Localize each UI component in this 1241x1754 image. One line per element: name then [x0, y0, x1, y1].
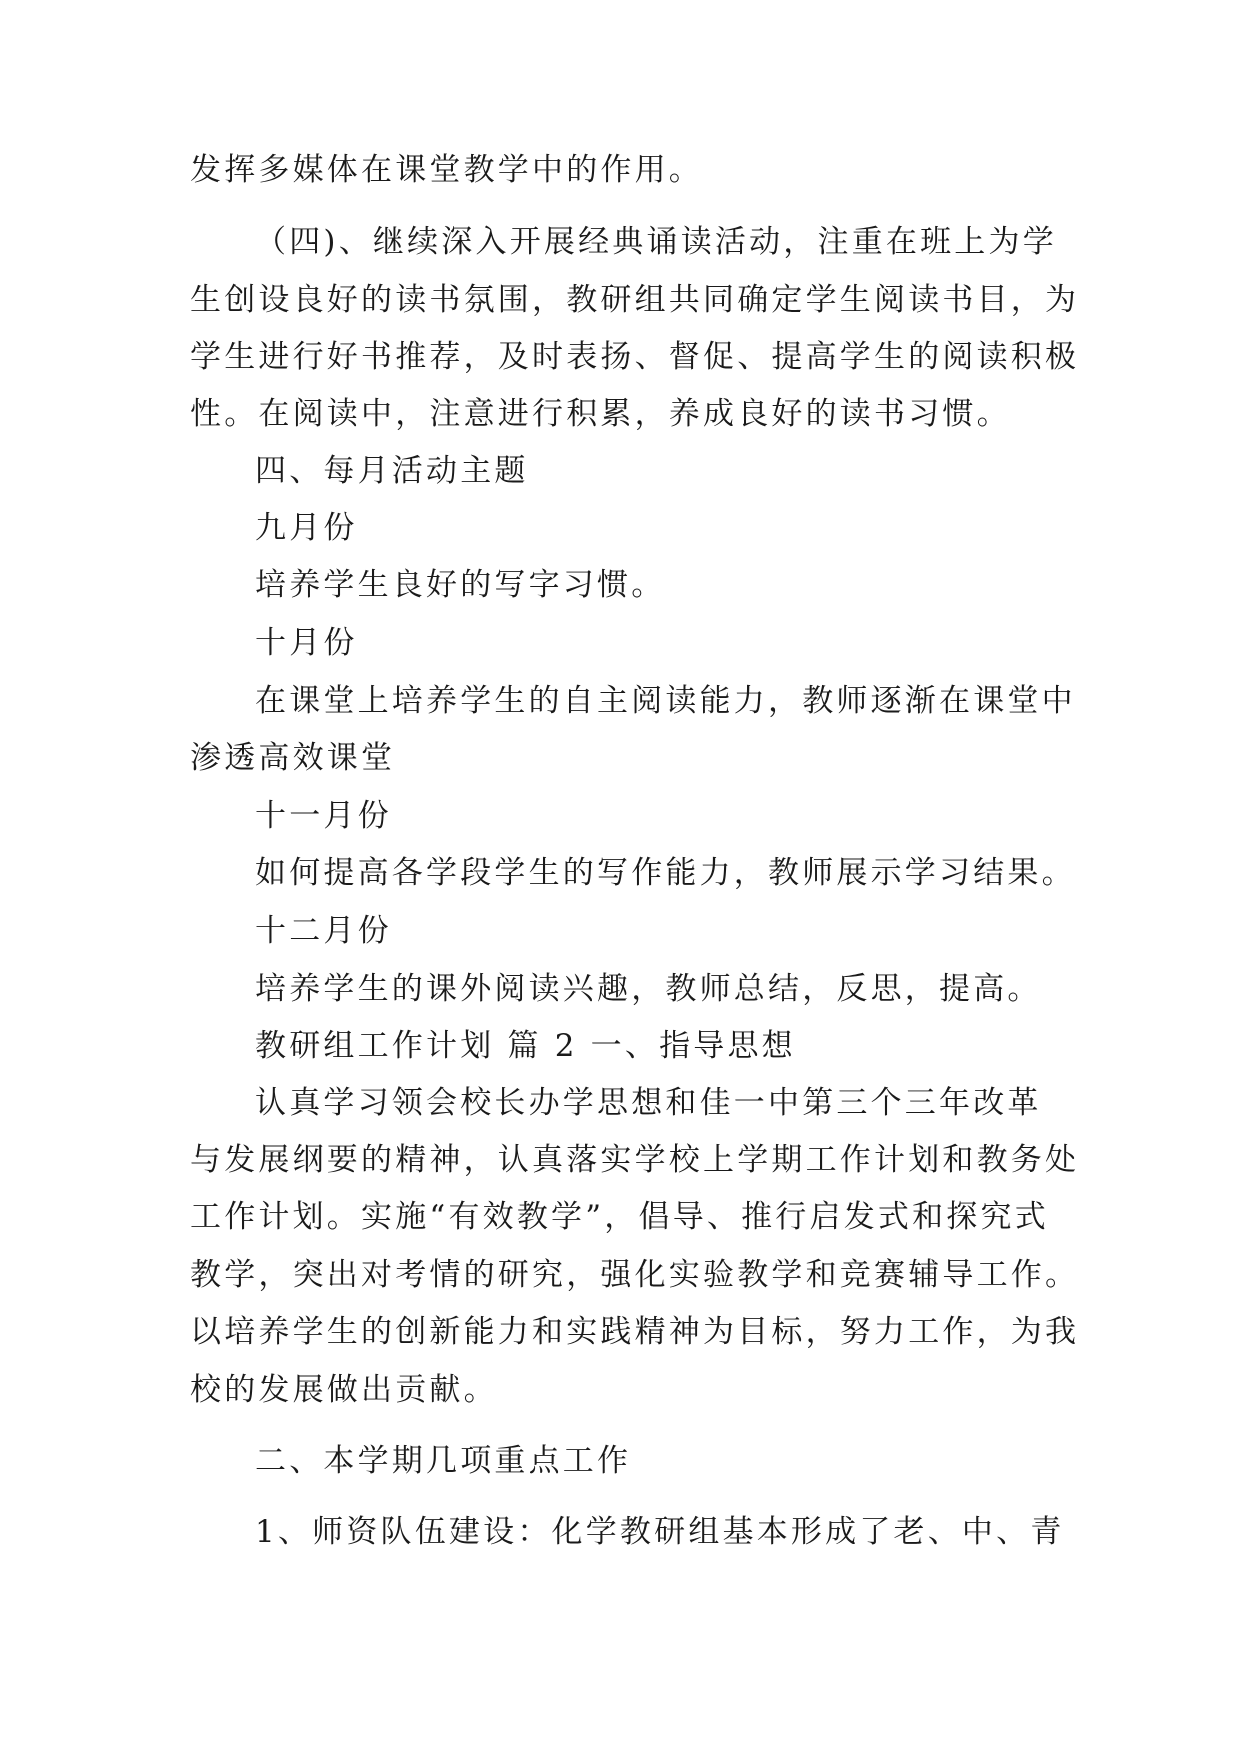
- text-line: 性。在阅读中，注意进行积累，养成良好的读书习惯。: [190, 396, 1011, 432]
- text-line: 以培养学生的创新能力和实践精神为目标，努力工作，为我: [190, 1314, 1080, 1350]
- text-line: 渗透高效课堂: [190, 740, 396, 776]
- month-heading: 九月份: [255, 510, 358, 546]
- text-line: 学生进行好书推荐，及时表扬、督促、提高学生的阅读积极: [190, 339, 1080, 375]
- text-line: 发挥多媒体在课堂教学中的作用。: [190, 152, 703, 188]
- month-heading: 十一月份: [255, 798, 392, 834]
- text-line: 教学，突出对考情的研究，强化实验教学和竞赛辅导工作。: [190, 1257, 1080, 1293]
- text-line: 工作计划。实施“有效教学”，倡导、推行启发式和探究式: [190, 1199, 1049, 1235]
- plan-title: 教研组工作计划 篇 2 一、指导思想: [255, 1028, 796, 1064]
- text-line: 培养学生的课外阅读兴趣，教师总结，反思，提高。: [255, 971, 1042, 1007]
- month-heading: 十月份: [255, 625, 358, 661]
- section-heading: 二、本学期几项重点工作: [255, 1443, 632, 1479]
- month-heading: 十二月份: [255, 913, 392, 949]
- text-line: （四)、继续深入开展经典诵读活动，注重在班上为学: [255, 224, 1057, 260]
- text-line: 与发展纲要的精神，认真落实学校上学期工作计划和教务处: [190, 1142, 1080, 1178]
- text-line: 培养学生良好的写字习惯。: [255, 567, 666, 603]
- text-line: 校的发展做出贡献。: [190, 1372, 498, 1408]
- section-heading: 四、每月活动主题: [255, 453, 529, 489]
- text-line: 在课堂上培养学生的自主阅读能力，教师逐渐在课堂中: [255, 683, 1076, 719]
- text-line: 如何提高各学段学生的写作能力，教师展示学习结果。: [255, 855, 1076, 891]
- text-line: 生创设良好的读书氛围，教研组共同确定学生阅读书目，为: [190, 282, 1080, 318]
- text-line: 1、师资队伍建设：化学教研组基本形成了老、中、青: [255, 1514, 1065, 1550]
- text-line: 认真学习领会校长办学思想和佳一中第三个三年改革: [255, 1085, 1042, 1121]
